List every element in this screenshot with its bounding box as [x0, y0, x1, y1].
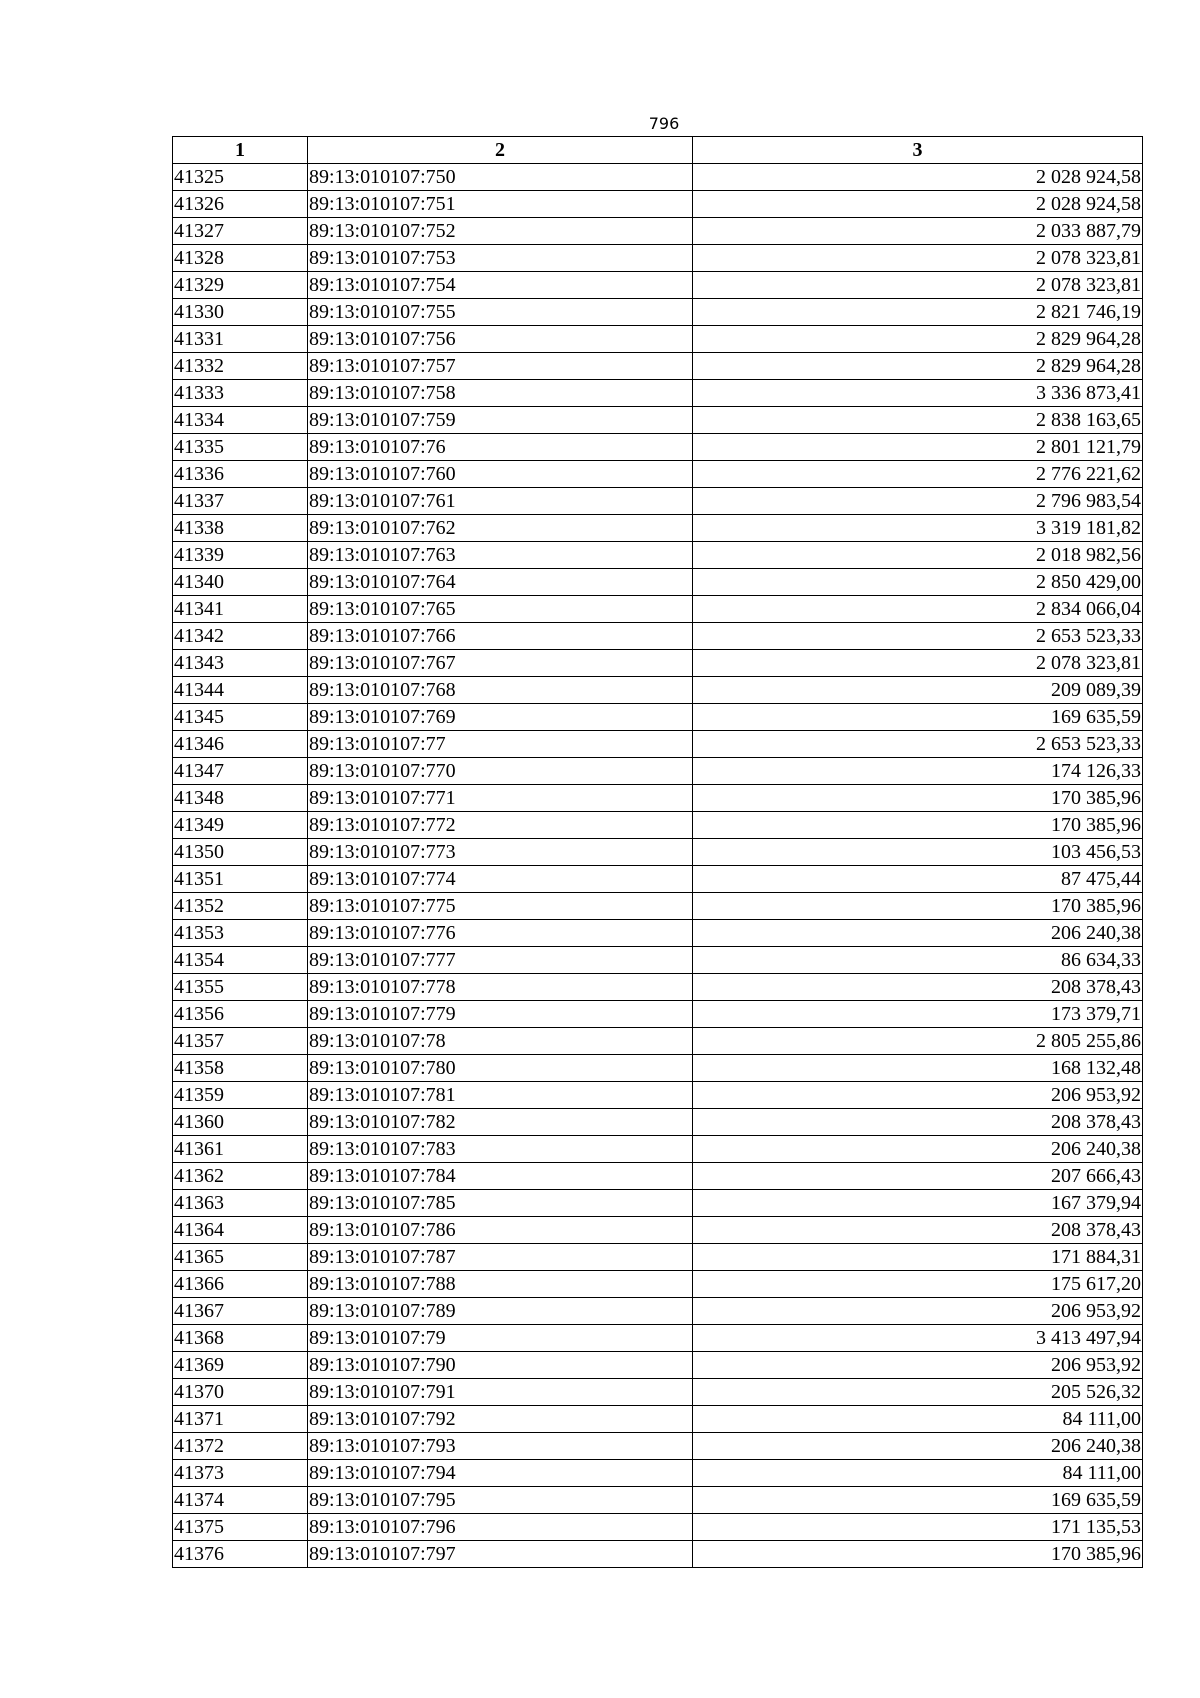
table-body	[173, 164, 1143, 1568]
cadastral-number-cell: 89:13:010107:76	[308, 434, 693, 461]
cadastral-value-cell: 2 653 523,33	[693, 731, 1143, 758]
table-row	[173, 1190, 1143, 1217]
cadastral-number-cell: 89:13:010107:783	[308, 1136, 693, 1163]
row-number-cell: 41356	[173, 1001, 308, 1028]
table-row	[173, 1244, 1143, 1271]
row-number-cell: 41333	[173, 380, 308, 407]
cadastral-value-cell: 2 850 429,00	[693, 569, 1143, 596]
table-row	[173, 650, 1143, 677]
cadastral-number-cell: 89:13:010107:79	[308, 1325, 693, 1352]
table-row	[173, 542, 1143, 569]
row-number-cell: 41368	[173, 1325, 308, 1352]
row-number-cell: 41367	[173, 1298, 308, 1325]
cadastral-value-cell: 206 953,92	[693, 1082, 1143, 1109]
row-number-cell: 41369	[173, 1352, 308, 1379]
row-number-cell: 41348	[173, 785, 308, 812]
cadastral-number-cell: 89:13:010107:764	[308, 569, 693, 596]
row-number-cell: 41354	[173, 947, 308, 974]
row-number-cell: 41325	[173, 164, 308, 191]
table-row	[173, 326, 1143, 353]
row-number-cell: 41334	[173, 407, 308, 434]
cadastral-number-cell: 89:13:010107:790	[308, 1352, 693, 1379]
cadastral-value-cell: 2 028 924,58	[693, 191, 1143, 218]
row-number-cell: 41353	[173, 920, 308, 947]
cadastral-number-cell: 89:13:010107:753	[308, 245, 693, 272]
table-row	[173, 164, 1143, 191]
cadastral-value-cell: 103 456,53	[693, 839, 1143, 866]
cadastral-value-cell: 170 385,96	[693, 893, 1143, 920]
cadastral-number-cell: 89:13:010107:778	[308, 974, 693, 1001]
cadastral-number-cell: 89:13:010107:765	[308, 596, 693, 623]
cadastral-number-cell: 89:13:010107:77	[308, 731, 693, 758]
cadastral-value-cell: 168 132,48	[693, 1055, 1143, 1082]
cadastral-value-cell: 2 018 982,56	[693, 542, 1143, 569]
row-number-cell: 41362	[173, 1163, 308, 1190]
cadastral-value-cell: 167 379,94	[693, 1190, 1143, 1217]
row-number-cell: 41375	[173, 1514, 308, 1541]
cadastral-value-cell: 2 796 983,54	[693, 488, 1143, 515]
cadastral-number-cell: 89:13:010107:784	[308, 1163, 693, 1190]
cadastral-value-cell: 171 135,53	[693, 1514, 1143, 1541]
cadastral-number-cell: 89:13:010107:768	[308, 677, 693, 704]
table-row	[173, 353, 1143, 380]
cadastral-number-cell: 89:13:010107:785	[308, 1190, 693, 1217]
cadastral-value-cell: 2 829 964,28	[693, 326, 1143, 353]
cadastral-number-cell: 89:13:010107:758	[308, 380, 693, 407]
row-number-cell: 41332	[173, 353, 308, 380]
cadastral-value-cell: 2 776 221,62	[693, 461, 1143, 488]
row-number-cell: 41358	[173, 1055, 308, 1082]
table-row	[173, 839, 1143, 866]
table-row	[173, 1028, 1143, 1055]
table-row	[173, 785, 1143, 812]
table-row	[173, 758, 1143, 785]
row-number-cell: 41336	[173, 461, 308, 488]
table-row	[173, 1136, 1143, 1163]
cadastral-value-cell: 3 319 181,82	[693, 515, 1143, 542]
cadastral-value-cell: 171 884,31	[693, 1244, 1143, 1271]
cadastral-value-cell: 205 526,32	[693, 1379, 1143, 1406]
cadastral-value-cell: 2 653 523,33	[693, 623, 1143, 650]
table-row	[173, 299, 1143, 326]
cadastral-number-cell: 89:13:010107:755	[308, 299, 693, 326]
table-row	[173, 1433, 1143, 1460]
table-row	[173, 434, 1143, 461]
row-number-cell: 41372	[173, 1433, 308, 1460]
cadastral-number-cell: 89:13:010107:789	[308, 1298, 693, 1325]
cadastral-number-cell: 89:13:010107:776	[308, 920, 693, 947]
cadastral-number-cell: 89:13:010107:773	[308, 839, 693, 866]
cadastral-number-cell: 89:13:010107:777	[308, 947, 693, 974]
cadastral-number-cell: 89:13:010107:774	[308, 866, 693, 893]
cadastral-value-cell: 170 385,96	[693, 812, 1143, 839]
row-number-cell: 41344	[173, 677, 308, 704]
table-row	[173, 245, 1143, 272]
cadastral-number-cell: 89:13:010107:756	[308, 326, 693, 353]
cadastral-number-cell: 89:13:010107:795	[308, 1487, 693, 1514]
row-number-cell: 41340	[173, 569, 308, 596]
cadastral-number-cell: 89:13:010107:752	[308, 218, 693, 245]
cadastral-number-cell: 89:13:010107:751	[308, 191, 693, 218]
row-number-cell: 41360	[173, 1109, 308, 1136]
cadastral-value-cell: 170 385,96	[693, 785, 1143, 812]
row-number-cell: 41363	[173, 1190, 308, 1217]
cadastral-value-cell: 208 378,43	[693, 974, 1143, 1001]
cadastral-number-cell: 89:13:010107:766	[308, 623, 693, 650]
cadastral-value-cell: 2 801 121,79	[693, 434, 1143, 461]
cadastral-number-cell: 89:13:010107:794	[308, 1460, 693, 1487]
cadastral-number-cell: 89:13:010107:760	[308, 461, 693, 488]
cadastral-value-cell: 2 805 255,86	[693, 1028, 1143, 1055]
table-row	[173, 1082, 1143, 1109]
cadastral-value-cell: 170 385,96	[693, 1541, 1143, 1568]
table-row	[173, 704, 1143, 731]
table-row	[173, 515, 1143, 542]
cadastral-value-cell: 2 078 323,81	[693, 245, 1143, 272]
table-row	[173, 380, 1143, 407]
table-row	[173, 1271, 1143, 1298]
table-row	[173, 1487, 1143, 1514]
cadastral-number-cell: 89:13:010107:78	[308, 1028, 693, 1055]
cadastral-value-cell: 169 635,59	[693, 1487, 1143, 1514]
cadastral-value-cell: 87 475,44	[693, 866, 1143, 893]
row-number-cell: 41335	[173, 434, 308, 461]
row-number-cell: 41330	[173, 299, 308, 326]
cadastral-number-cell: 89:13:010107:761	[308, 488, 693, 515]
cadastral-number-cell: 89:13:010107:770	[308, 758, 693, 785]
column-header-3: 3	[693, 137, 1143, 164]
table-row	[173, 1325, 1143, 1352]
table-header-row	[173, 137, 1143, 164]
row-number-cell: 41342	[173, 623, 308, 650]
row-number-cell: 41346	[173, 731, 308, 758]
cadastral-value-cell: 86 634,33	[693, 947, 1143, 974]
row-number-cell: 41343	[173, 650, 308, 677]
cadastral-value-cell: 2 033 887,79	[693, 218, 1143, 245]
cadastral-number-cell: 89:13:010107:754	[308, 272, 693, 299]
cadastral-number-cell: 89:13:010107:771	[308, 785, 693, 812]
cadastral-number-cell: 89:13:010107:797	[308, 1541, 693, 1568]
cadastral-value-cell: 207 666,43	[693, 1163, 1143, 1190]
cadastral-value-cell: 208 378,43	[693, 1217, 1143, 1244]
cadastral-number-cell: 89:13:010107:782	[308, 1109, 693, 1136]
row-number-cell: 41352	[173, 893, 308, 920]
cadastral-value-cell: 208 378,43	[693, 1109, 1143, 1136]
row-number-cell: 41351	[173, 866, 308, 893]
cadastral-value-cell: 2 078 323,81	[693, 272, 1143, 299]
cadastral-value-cell: 3 413 497,94	[693, 1325, 1143, 1352]
cadastral-value-cell: 3 336 873,41	[693, 380, 1143, 407]
cadastral-value-cell: 169 635,59	[693, 704, 1143, 731]
table-row	[173, 1163, 1143, 1190]
table-row	[173, 191, 1143, 218]
cadastral-number-cell: 89:13:010107:780	[308, 1055, 693, 1082]
cadastral-value-cell: 206 240,38	[693, 1136, 1143, 1163]
row-number-cell: 41326	[173, 191, 308, 218]
row-number-cell: 41331	[173, 326, 308, 353]
table-row	[173, 1406, 1143, 1433]
cadastral-value-cell: 206 953,92	[693, 1352, 1143, 1379]
cadastral-number-cell: 89:13:010107:786	[308, 1217, 693, 1244]
row-number-cell: 41376	[173, 1541, 308, 1568]
row-number-cell: 41349	[173, 812, 308, 839]
table-row	[173, 1541, 1143, 1568]
cadastral-value-cell: 2 078 323,81	[693, 650, 1143, 677]
table-row	[173, 272, 1143, 299]
row-number-cell: 41374	[173, 1487, 308, 1514]
cadastral-value-cell: 175 617,20	[693, 1271, 1143, 1298]
table-row	[173, 947, 1143, 974]
cadastral-value-cell: 206 240,38	[693, 1433, 1143, 1460]
table-row	[173, 218, 1143, 245]
table-row	[173, 1352, 1143, 1379]
row-number-cell: 41341	[173, 596, 308, 623]
cadastral-value-cell: 173 379,71	[693, 1001, 1143, 1028]
table-row	[173, 623, 1143, 650]
row-number-cell: 41366	[173, 1271, 308, 1298]
cadastral-value-cell: 2 028 924,58	[693, 164, 1143, 191]
row-number-cell: 41370	[173, 1379, 308, 1406]
table-row	[173, 1298, 1143, 1325]
row-number-cell: 41347	[173, 758, 308, 785]
cadastral-number-cell: 89:13:010107:757	[308, 353, 693, 380]
table-row	[173, 596, 1143, 623]
table-row	[173, 461, 1143, 488]
cadastral-number-cell: 89:13:010107:767	[308, 650, 693, 677]
row-number-cell: 41364	[173, 1217, 308, 1244]
row-number-cell: 41355	[173, 974, 308, 1001]
cadastral-number-cell: 89:13:010107:779	[308, 1001, 693, 1028]
cadastral-value-table	[172, 136, 1143, 1568]
column-header-2: 2	[308, 137, 693, 164]
table-row	[173, 488, 1143, 515]
cadastral-value-cell: 174 126,33	[693, 758, 1143, 785]
row-number-cell: 41328	[173, 245, 308, 272]
row-number-cell: 41359	[173, 1082, 308, 1109]
page-number: 796	[648, 114, 680, 133]
cadastral-value-cell: 206 240,38	[693, 920, 1143, 947]
cadastral-value-cell: 209 089,39	[693, 677, 1143, 704]
cadastral-number-cell: 89:13:010107:792	[308, 1406, 693, 1433]
row-number-cell: 41361	[173, 1136, 308, 1163]
cadastral-value-cell: 2 821 746,19	[693, 299, 1143, 326]
table-row	[173, 569, 1143, 596]
column-header-1: 1	[173, 137, 308, 164]
cadastral-number-cell: 89:13:010107:759	[308, 407, 693, 434]
table-row	[173, 1217, 1143, 1244]
cadastral-number-cell: 89:13:010107:787	[308, 1244, 693, 1271]
table-row	[173, 1460, 1143, 1487]
table-row	[173, 866, 1143, 893]
table-row	[173, 893, 1143, 920]
cadastral-value-cell: 84 111,00	[693, 1406, 1143, 1433]
row-number-cell: 41337	[173, 488, 308, 515]
cadastral-number-cell: 89:13:010107:769	[308, 704, 693, 731]
table-row	[173, 1379, 1143, 1406]
row-number-cell: 41373	[173, 1460, 308, 1487]
cadastral-value-cell: 2 829 964,28	[693, 353, 1143, 380]
cadastral-number-cell: 89:13:010107:775	[308, 893, 693, 920]
cadastral-number-cell: 89:13:010107:781	[308, 1082, 693, 1109]
row-number-cell: 41327	[173, 218, 308, 245]
cadastral-number-cell: 89:13:010107:791	[308, 1379, 693, 1406]
cadastral-number-cell: 89:13:010107:793	[308, 1433, 693, 1460]
cadastral-value-cell: 206 953,92	[693, 1298, 1143, 1325]
cadastral-number-cell: 89:13:010107:763	[308, 542, 693, 569]
cadastral-value-cell: 84 111,00	[693, 1460, 1143, 1487]
cadastral-number-cell: 89:13:010107:788	[308, 1271, 693, 1298]
table-row	[173, 920, 1143, 947]
cadastral-value-cell: 2 834 066,04	[693, 596, 1143, 623]
table-row	[173, 407, 1143, 434]
row-number-cell: 41365	[173, 1244, 308, 1271]
table-row	[173, 1055, 1143, 1082]
cadastral-number-cell: 89:13:010107:796	[308, 1514, 693, 1541]
table-row	[173, 812, 1143, 839]
cadastral-number-cell: 89:13:010107:750	[308, 164, 693, 191]
table-row	[173, 731, 1143, 758]
table-row	[173, 1109, 1143, 1136]
row-number-cell: 41329	[173, 272, 308, 299]
table-row	[173, 1001, 1143, 1028]
row-number-cell: 41338	[173, 515, 308, 542]
row-number-cell: 41345	[173, 704, 308, 731]
cadastral-number-cell: 89:13:010107:772	[308, 812, 693, 839]
table-row	[173, 677, 1143, 704]
row-number-cell: 41357	[173, 1028, 308, 1055]
row-number-cell: 41339	[173, 542, 308, 569]
cadastral-value-cell: 2 838 163,65	[693, 407, 1143, 434]
cadastral-number-cell: 89:13:010107:762	[308, 515, 693, 542]
table-row	[173, 974, 1143, 1001]
table-row	[173, 1514, 1143, 1541]
row-number-cell: 41371	[173, 1406, 308, 1433]
row-number-cell: 41350	[173, 839, 308, 866]
